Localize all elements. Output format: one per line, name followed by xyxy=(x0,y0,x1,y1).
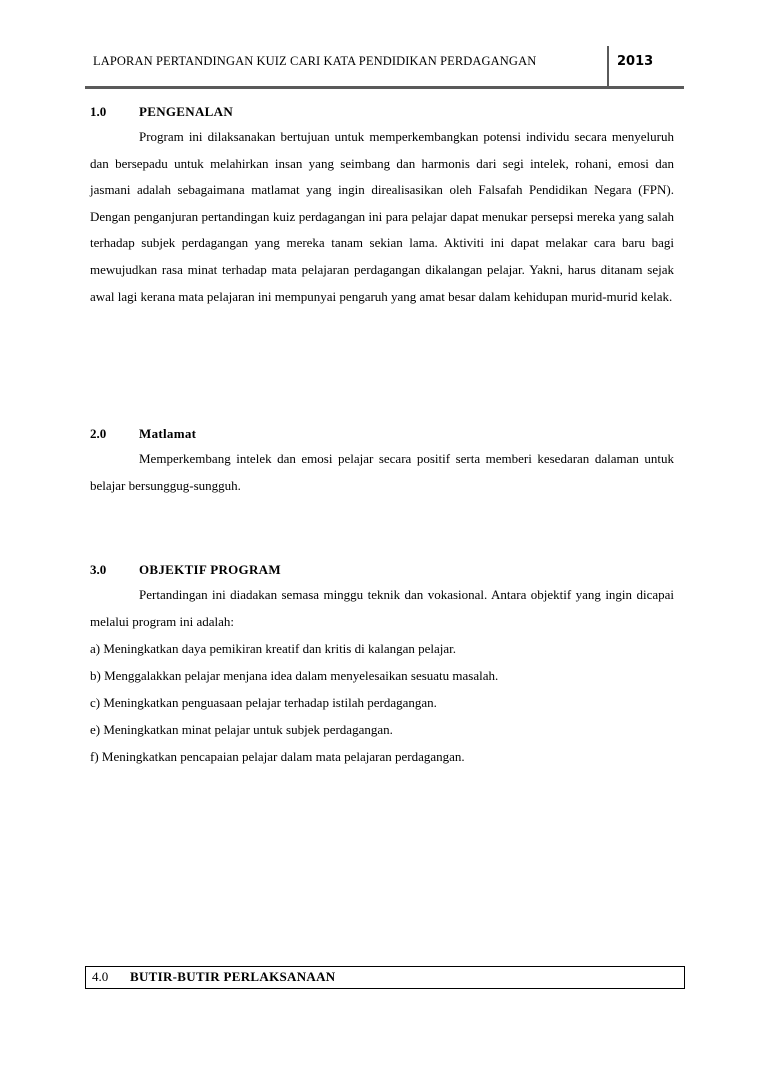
section-title: Matlamat xyxy=(139,426,197,441)
section-pengenalan xyxy=(90,104,674,310)
section-number: 1.0 xyxy=(90,104,107,119)
objective-item: f) Meningkatkan pencapaian pelajar dalam mata pelajaran perdagangan. xyxy=(90,749,465,765)
section-matlamat xyxy=(90,426,674,499)
section-number: 3.0 xyxy=(90,562,107,577)
objective-item: a) Meningkatkan daya pemikiran kreatif dan kritis di kalangan pelajar. xyxy=(90,641,457,657)
objective-item: b) Menggalakkan pelajar menjana idea dalam menyelesaikan sesuatu masalah. xyxy=(90,668,499,684)
section-paragraph: Memperkembang intelek dan emosi pelajar secara positif serta memberi kesedaran dalaman untuk belajar bersunggug-sungguh. xyxy=(90,451,674,493)
objective-item: c) Meningkatkan penguasaan pelajar terhadap istilah perdagangan. xyxy=(90,695,437,711)
section-paragraph: Pertandingan ini diadakan semasa minggu teknik dan vokasional. Antara objektif yang ingin dicapai melalui program ini adalah: xyxy=(90,587,674,629)
section-number: 4.0 xyxy=(92,969,109,984)
section-heading xyxy=(90,104,674,124)
section-heading xyxy=(90,426,674,446)
header-title: LAPORAN PERTANDINGAN KUIZ CARI KATA PENDIDIKAN PERDAGANGAN xyxy=(93,54,537,68)
header-year: 2013 xyxy=(617,54,654,69)
page-header xyxy=(85,46,684,89)
section-title: OBJEKTIF PROGRAM xyxy=(139,562,281,577)
section-objektif xyxy=(90,562,674,770)
section-paragraph: Program ini dilaksanakan bertujuan untuk memperkembangkan potensi individu secara menyeluruh dan bersepadu untuk melahirkan insan yang seimbang dan harmonis dari segi intelek, rohani, emosi dan jasmani adalah sebagaimana matlamat yang ingin direalisasikan oleh Falsafah Pendidikan Negara (FPN). Dengan penganjuran pertandingan kuiz perdagangan ini para pelajar dapat menukar persepsi mereka yang salah terhadap subjek perdagangan yang mereka tanam sekian lama. Aktiviti ini dapat melakar cara baru bagi mewujudkan rasa minat terhadap mata pelajaran perdagangan dikalangan pelajar. Yakni, harus ditanam sejak awal lagi kerana mata pelajaran ini mempunyai pengaruh yang amat besar dalam kehidupan murid-murid kelak. xyxy=(90,129,674,304)
header-divider xyxy=(607,46,609,86)
next-section-box xyxy=(85,966,685,989)
section-title: PENGENALAN xyxy=(139,104,234,119)
objective-item: e) Meningkatkan minat pelajar untuk subjek perdagangan. xyxy=(90,722,393,738)
section-title: BUTIR-BUTIR PERLAKSANAAN xyxy=(130,969,336,984)
section-number: 2.0 xyxy=(90,426,107,441)
section-heading xyxy=(90,562,674,582)
